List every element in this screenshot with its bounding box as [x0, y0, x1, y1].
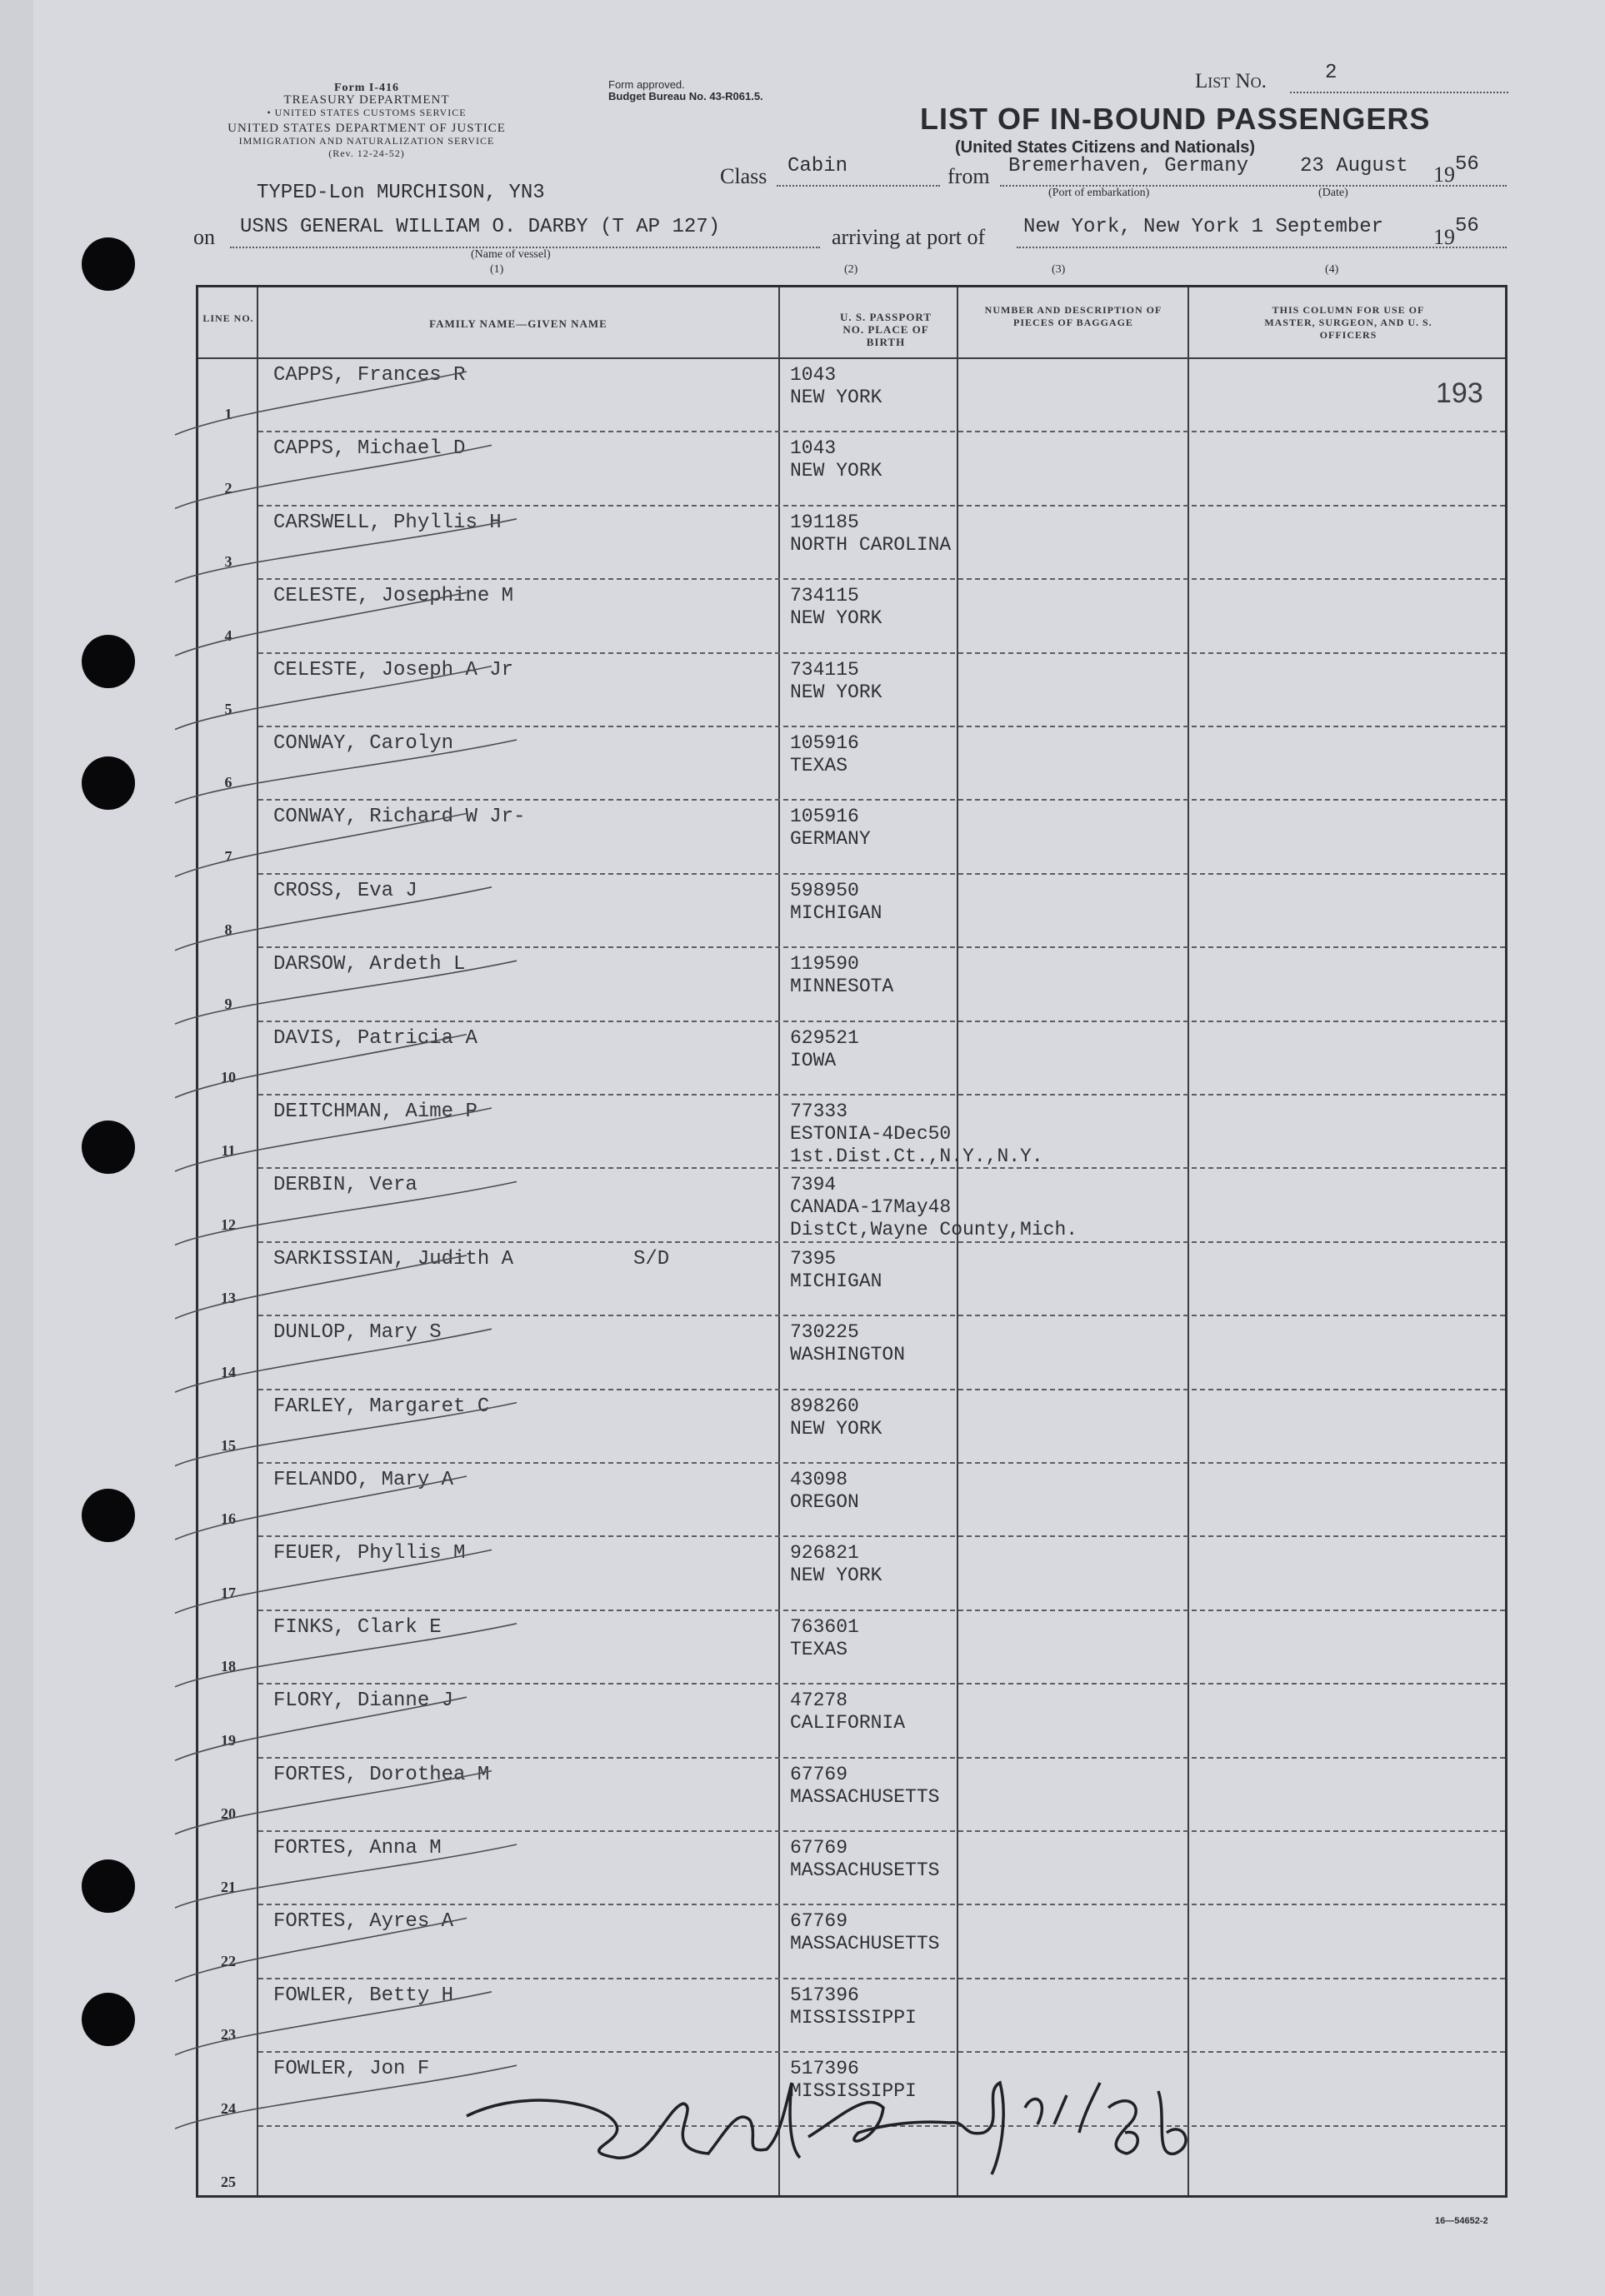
passport-number: 1043	[790, 437, 837, 460]
passport-number: 105916	[790, 732, 859, 754]
place-of-birth: MISSISSIPPI	[790, 2006, 917, 2029]
check-mark-icon	[175, 1403, 517, 1466]
vessel-caption: (Name of vessel)	[471, 248, 551, 261]
arrival-year-suffix: 56	[1455, 215, 1479, 237]
place-of-birth: NEW YORK	[790, 1417, 882, 1440]
line-number: 8	[224, 921, 232, 939]
header-baggage: NUMBER AND DESCRIPTION OF PIECES OF BAGGAGE	[984, 304, 1162, 328]
check-mark-icon	[175, 1992, 492, 2055]
passenger-name: FOWLER, Jon F	[273, 2058, 430, 2081]
place-of-birth: CANADA-17May48	[790, 1196, 952, 1219]
line-number: 19	[221, 1731, 236, 1749]
on-label: on	[193, 225, 215, 249]
arrival-year-prefix: 19	[1433, 225, 1455, 249]
passport-number: 77333	[790, 1101, 848, 1122]
class-value: Cabin	[788, 155, 848, 177]
document-subtitle: (United States Citizens and Nationals)	[955, 138, 1256, 157]
passport-number: 105916	[790, 806, 859, 828]
passenger-name: DEITCHMAN, Aime P	[273, 1101, 478, 1123]
passenger-name: CROSS, Eva J	[273, 879, 418, 902]
place-of-birth: NEW YORK	[790, 681, 882, 703]
passenger-name: FARLEY, Margaret C	[273, 1395, 490, 1418]
embarkation-date: 23 August	[1300, 155, 1408, 177]
col-num-2: (2)	[844, 263, 858, 276]
port-embarkation-caption: (Port of embarkation)	[1048, 187, 1150, 199]
line-number: 23	[221, 2026, 236, 2044]
passenger-name: FORTES, Ayres A	[273, 1910, 454, 1934]
passenger-name: DUNLOP, Mary S	[273, 1321, 442, 1345]
place-of-birth: NEW YORK	[790, 607, 882, 630]
passport-number: 67769	[790, 1763, 848, 1785]
check-mark-icon	[175, 1624, 517, 1687]
passport-number: 734115	[790, 658, 859, 681]
passport-number: 734115	[790, 585, 859, 607]
line-number: 20	[221, 1805, 236, 1822]
line-number: 24	[221, 2099, 236, 2117]
passport-number: 43098	[790, 1469, 848, 1490]
line-number: 14	[221, 1363, 236, 1380]
from-label: from	[948, 164, 990, 188]
passport-number: 119590	[790, 953, 859, 976]
line-number: 4	[224, 626, 232, 644]
typed-by: TYPED-Lon MURCHISON, YN3	[257, 182, 545, 204]
passport-number: 730225	[790, 1321, 859, 1344]
passenger-name: DERBIN, Vera	[273, 1174, 418, 1197]
list-no-value: 2	[1325, 62, 1338, 84]
arrival-port: New York, New York 1 September	[1023, 216, 1384, 238]
embarkation-port: Bremerhaven, Germany	[1008, 155, 1249, 177]
check-mark-icon	[175, 961, 517, 1024]
passenger-name: CAPPS, Frances R	[273, 364, 466, 387]
passenger-name: CELESTE, Josephine M	[273, 585, 514, 608]
passport-number: 598950	[790, 879, 859, 901]
place-of-birth: NEW YORK	[790, 1565, 882, 1587]
line-number: 6	[224, 774, 232, 791]
inspector-signature	[450, 2058, 1267, 2183]
line-number: 11	[221, 1142, 236, 1160]
form-revision: (Rev. 12-24-52)	[328, 147, 405, 159]
check-mark-icon	[175, 1181, 517, 1245]
header-name: FAMILY NAME—GIVEN NAME	[429, 317, 608, 330]
place-of-birth: MISSISSIPPI	[790, 2080, 917, 2103]
passport-number: 191185	[790, 511, 859, 533]
place-of-birth: CALIFORNIA	[790, 1712, 906, 1734]
passport-number: 517396	[790, 2058, 859, 2080]
passenger-name: SARKISSIAN, Judith A	[273, 1247, 514, 1270]
check-mark-icon	[175, 592, 467, 656]
check-mark-icon	[175, 519, 517, 582]
list-no-label: List No.	[1195, 70, 1267, 92]
passenger-name: FORTES, Anna M	[273, 1837, 442, 1859]
check-mark-icon	[175, 1329, 492, 1392]
passenger-name: FELANDO, Mary A	[273, 1469, 454, 1491]
header-line-no: LINE NO.	[202, 312, 254, 324]
ins-service: IMMIGRATION AND NATURALIZATION SERVICE	[238, 135, 495, 147]
header-passport: U. S. PASSPORT NO. PLACE OF BIRTH	[839, 311, 932, 348]
header-officers: THIS COLUMN FOR USE OF MASTER, SURGEON, AND U. S. OFFICERS	[1264, 304, 1432, 341]
year-prefix: 19	[1433, 162, 1455, 187]
place-of-birth: TEXAS	[790, 1638, 848, 1660]
col-num-3: (3)	[1052, 263, 1066, 276]
line-number: 15	[221, 1437, 236, 1454]
place-of-birth: MINNESOTA	[790, 976, 894, 998]
place-of-birth: MASSACHUSETTS	[790, 1785, 940, 1808]
check-mark-icon	[175, 1255, 467, 1319]
line-number: 10	[221, 1069, 236, 1086]
line-number: 13	[221, 1290, 236, 1307]
place-of-birth: NEW YORK	[790, 460, 882, 482]
passenger-name: FEUER, Phyllis M	[273, 1542, 466, 1565]
place-of-birth: MICHIGAN	[790, 901, 882, 924]
passport-number: 67769	[790, 1837, 848, 1859]
line-number: 25	[221, 2174, 236, 2190]
line-number: 17	[221, 1584, 236, 1601]
place-of-birth: MASSACHUSETTS	[790, 1933, 940, 1955]
line-number: 3	[224, 553, 232, 571]
passport-number: 517396	[790, 1984, 859, 2006]
vessel-name: USNS GENERAL WILLIAM O. DARBY (T AP 127)	[240, 216, 721, 238]
line-number: 1	[224, 406, 232, 423]
passport-number: 763601	[790, 1615, 859, 1638]
officer-note: 193	[1436, 377, 1483, 409]
passenger-relation: S/D	[633, 1247, 670, 1270]
naturalization-court: 1st.Dist.Ct.,N.Y.,N.Y.	[790, 1146, 1043, 1167]
date-caption: (Date)	[1318, 187, 1348, 199]
passenger-name: CONWAY, Carolyn	[273, 732, 454, 755]
justice-dept: UNITED STATES DEPARTMENT OF JUSTICE	[228, 122, 506, 135]
passport-number: 898260	[790, 1395, 859, 1417]
passport-number: 926821	[790, 1542, 859, 1565]
place-of-birth: IOWA	[790, 1049, 837, 1071]
passenger-name: DARSOW, Ardeth L	[273, 953, 466, 976]
place-of-birth: MASSACHUSETTS	[790, 1859, 940, 1881]
line-number: 12	[221, 1215, 236, 1233]
line-number: 5	[224, 701, 232, 717]
passport-number: 7394	[790, 1174, 837, 1196]
check-mark-icon	[175, 1550, 492, 1613]
form-print-code: 16—54652-2	[1435, 2216, 1488, 2226]
passport-number: 629521	[790, 1026, 859, 1049]
check-mark-icon	[175, 1918, 467, 1981]
check-mark-icon	[175, 740, 517, 803]
passport-number: 47278	[790, 1690, 848, 1712]
line-number: 21	[221, 1879, 236, 1896]
check-mark-icon	[175, 1771, 492, 1834]
check-mark-icon	[175, 1844, 517, 1908]
treasury-dept: TREASURY DEPARTMENT	[283, 93, 450, 107]
document-title: LIST OF IN-BOUND PASSENGERS	[920, 102, 1431, 136]
col-num-1: (1)	[490, 263, 504, 276]
passenger-name: FLORY, Dianne J	[273, 1690, 454, 1713]
form-number: Form I-416	[333, 82, 400, 94]
line-number: 16	[221, 1510, 236, 1528]
arriving-label: arriving at port of	[832, 225, 986, 249]
line-number: 18	[221, 1658, 236, 1675]
check-mark-icon	[175, 1035, 467, 1098]
form-approved-label: Form approved.	[608, 78, 685, 91]
passenger-name: FINKS, Clark E	[273, 1615, 442, 1639]
passenger-name: CELESTE, Joseph A Jr	[273, 658, 514, 681]
check-mark-icon	[175, 887, 492, 951]
passenger-name: DAVIS, Patricia A	[273, 1026, 478, 1050]
check-mark-icon	[175, 1476, 467, 1540]
check-mark-icon	[175, 1697, 467, 1760]
passenger-name: CARSWELL, Phyllis H	[273, 511, 502, 534]
place-of-birth: MICHIGAN	[790, 1270, 882, 1292]
place-of-birth: TEXAS	[790, 755, 848, 776]
budget-bureau-number: Budget Bureau No. 43-R061.5.	[608, 90, 763, 102]
line-number: 2	[224, 479, 232, 497]
passenger-name: FOWLER, Betty H	[273, 1984, 454, 2007]
passenger-name: CAPPS, Michael D	[273, 437, 466, 461]
check-mark-icon	[175, 813, 467, 876]
place-of-birth: GERMANY	[790, 828, 871, 851]
naturalization-court: DistCt,Wayne County,Mich.	[790, 1219, 1078, 1241]
check-mark-icon	[175, 445, 492, 508]
passport-number: 67769	[790, 1910, 848, 1933]
passenger-name: FORTES, Dorothea M	[273, 1763, 490, 1786]
class-label: Class	[720, 164, 768, 188]
col-num-4: (4)	[1325, 263, 1339, 276]
place-of-birth: OREGON	[790, 1491, 859, 1513]
check-mark-icon	[175, 666, 492, 730]
line-number: 7	[224, 847, 232, 865]
place-of-birth: NEW YORK	[790, 387, 882, 408]
passenger-name: CONWAY, Richard W Jr-	[273, 806, 526, 829]
place-of-birth: ESTONIA-4Dec50	[790, 1123, 952, 1145]
check-mark-icon	[175, 372, 467, 435]
customs-service: • UNITED STATES CUSTOMS SERVICE	[267, 107, 467, 118]
line-number: 22	[221, 1952, 236, 1969]
year-suffix: 56	[1455, 153, 1479, 176]
place-of-birth: NORTH CAROLINA	[790, 533, 952, 556]
check-mark-icon	[175, 1108, 492, 1171]
line-number: 9	[224, 995, 232, 1012]
passport-number: 7395	[790, 1247, 837, 1270]
passport-number: 1043	[790, 364, 837, 386]
place-of-birth: WASHINGTON	[790, 1344, 906, 1366]
